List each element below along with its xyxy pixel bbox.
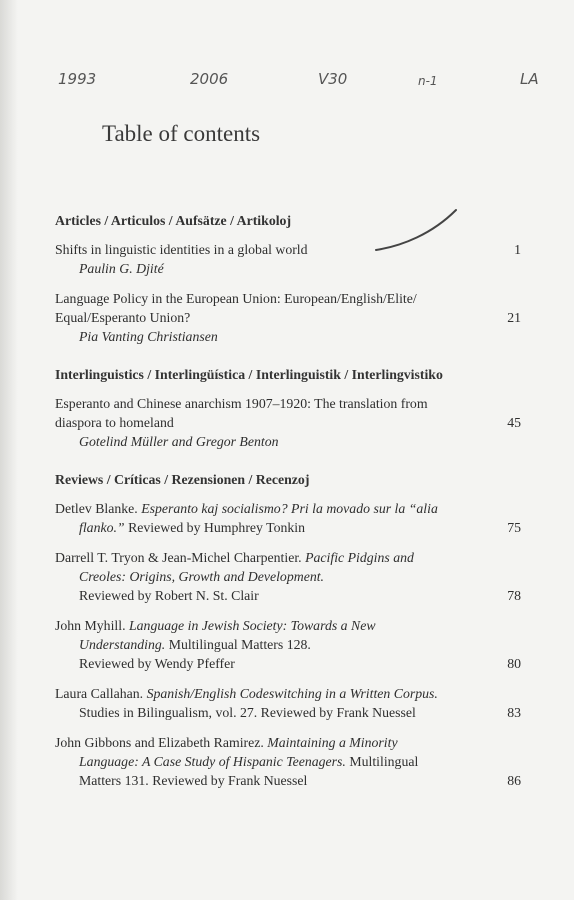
entry-author: Detlev Blanke. [55, 501, 138, 516]
entry-series: Multilingual Matters 128. [168, 637, 311, 652]
handwritten-mark-2: 2006 [190, 70, 229, 88]
handwritten-mark-4: n-1 [418, 74, 438, 88]
entry-title-line-2: Equal/Esperanto Union? [55, 310, 191, 325]
entry-page-number: 80 [507, 656, 521, 671]
entry-author: John Myhill. [55, 618, 126, 633]
entry-title-italic-1: Spanish/English Codeswitching in a Written Corpus. [146, 686, 438, 701]
toc-entry[interactable] [55, 394, 521, 451]
toc-entry[interactable] [55, 289, 521, 346]
entry-title-italic-2: Understanding. [79, 637, 166, 652]
entry-author: Darrell T. Tryon & Jean-Michel Charpentier. [55, 550, 302, 565]
toc-entry[interactable] [55, 240, 521, 278]
entry-page-number: 75 [507, 520, 521, 535]
entry-series-reviewer: Matters 131. Reviewed by Frank Nuessel [79, 773, 308, 788]
entry-page-number: 86 [507, 773, 521, 788]
entry-page-number: 78 [507, 588, 521, 603]
entry-title-italic-2: Language: A Case Study of Hispanic Teenagers. [79, 754, 346, 769]
table-of-contents [55, 212, 521, 801]
page-binding-shadow [0, 0, 18, 900]
entry-series: Multilingual [349, 754, 419, 769]
entry-title-italic-1: Esperanto kaj socialismo? Pri la movado sur la “alia [141, 501, 438, 516]
entry-series-reviewer: Studies in Bilingualism, vol. 27. Reviewed by Frank Nuessel [79, 705, 416, 720]
entry-author: John Gibbons and Elizabeth Ramirez. [55, 735, 264, 750]
entry-page-number: 83 [507, 705, 521, 720]
entry-reviewer: Reviewed by Wendy Pfeffer [79, 656, 235, 671]
section-heading-reviews: Reviews / Críticas / Rezensionen / Recenzoj [55, 472, 310, 487]
entry-author: Pia Vanting Christiansen [79, 329, 218, 344]
toc-entry[interactable] [55, 684, 521, 722]
entry-title-italic-1: Maintaining a Minority [267, 735, 398, 750]
entry-page-number: 1 [514, 242, 521, 257]
toc-entry[interactable] [55, 733, 521, 790]
page-title: Table of contents [102, 121, 261, 146]
toc-entry[interactable] [55, 499, 521, 537]
entry-title-italic-2: Creoles: Origins, Growth and Development. [79, 569, 324, 584]
entry-title-italic-1: Pacific Pidgins and [305, 550, 414, 565]
entry-author: Paulin G. Djité [79, 261, 164, 276]
toc-entry[interactable] [55, 548, 521, 605]
handwritten-mark-1: 1993 [58, 70, 97, 88]
entry-reviewer: Reviewed by Humphrey Tonkin [128, 520, 306, 535]
entry-title-italic-1: Language in Jewish Society: Towards a New [128, 618, 376, 633]
entry-reviewer: Reviewed by Robert N. St. Clair [79, 588, 259, 603]
entry-author: Laura Callahan. [55, 686, 144, 701]
entry-author: Gotelind Müller and Gregor Benton [79, 434, 279, 449]
entry-title: Shifts in linguistic identities in a global world [55, 242, 308, 257]
entry-title-line-2: diaspora to homeland [55, 415, 174, 430]
toc-entry[interactable] [55, 616, 521, 673]
entry-title-italic-2: flanko.” [79, 520, 125, 535]
entry-page-number: 21 [507, 310, 521, 325]
section-heading-interlinguistics: Interlinguistics / Interlingüística / Interlinguistik / Interlingvistiko [55, 367, 443, 382]
entry-title-line-1: Esperanto and Chinese anarchism 1907–1920: The translation from [55, 396, 428, 411]
handwritten-mark-5: LA [520, 70, 539, 88]
entry-title-line-1: Language Policy in the European Union: European/English/Elite/ [55, 291, 417, 306]
handwritten-mark-3: V30 [318, 70, 348, 88]
section-heading-articles: Articles / Articulos / Aufsätze / Artikoloj [55, 213, 292, 228]
entry-page-number: 45 [507, 415, 521, 430]
